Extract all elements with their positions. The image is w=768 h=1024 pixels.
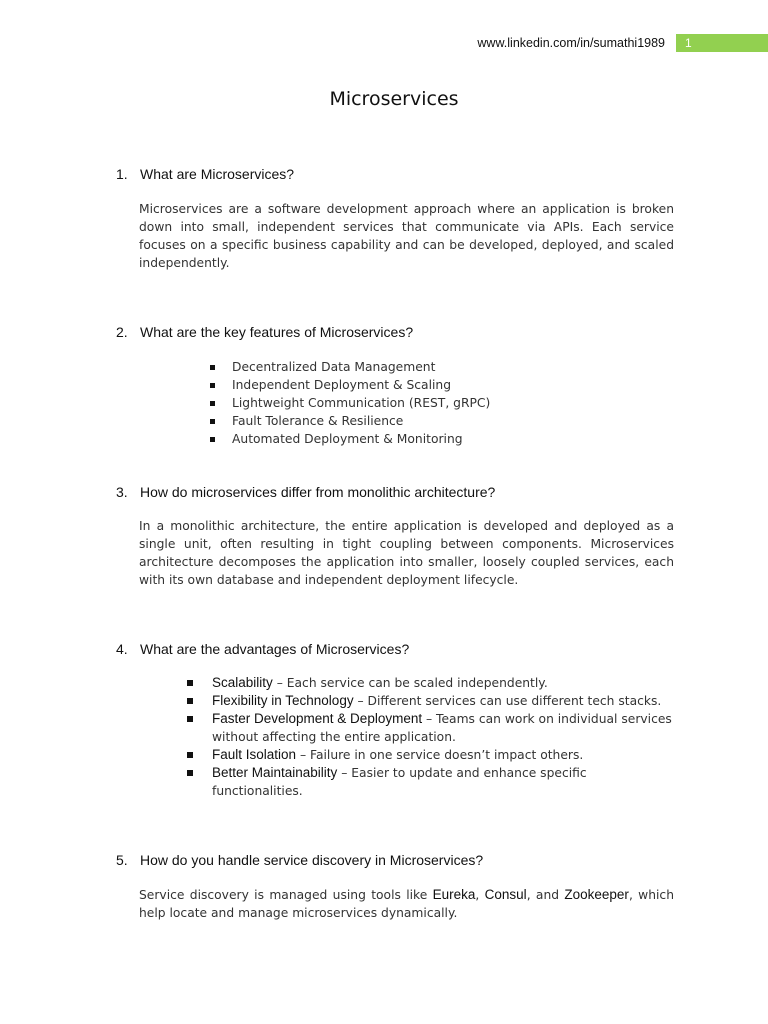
question-1 xyxy=(116,166,676,182)
tool-consul: Consul xyxy=(484,887,527,902)
header-url: www.linkedin.com/in/sumathi1989 xyxy=(477,36,665,50)
list-item: Lightweight Communication (REST, gRPC) xyxy=(208,394,678,412)
advantage-term: Scalability xyxy=(212,675,273,690)
list-item: Fault Tolerance & Resilience xyxy=(208,412,678,430)
question-number: 3. xyxy=(116,484,128,500)
answer-1: Microservices are a software development approach where an application is broken down into small, independent services that communicate via APIs. Each service focuses on a specific business capability and can be developed, deployed, and scaled independently. xyxy=(139,202,674,270)
page-number-badge: 1 xyxy=(676,34,768,52)
answer-5 xyxy=(139,886,674,922)
question-text: What are Microservices? xyxy=(140,166,295,182)
separator: , and xyxy=(526,888,565,902)
features-list xyxy=(208,358,678,448)
question-text: How do you handle service discovery in Microservices? xyxy=(140,852,484,868)
advantage-desc: – Teams can work on individual services without affecting the entire application. xyxy=(212,712,672,744)
question-text: What are the advantages of Microservices? xyxy=(140,641,410,657)
list-item: Independent Deployment & Scaling xyxy=(208,376,678,394)
list-item xyxy=(186,746,676,764)
answer-3: In a monolithic architecture, the entire application is developed and deployed as a single unit, often resulting in tight coupling between components. Microservices architecture decomposes the application into smaller, loosely coupled services, each with its own database and independent deployment lifecycle. xyxy=(139,519,674,587)
question-2 xyxy=(116,324,676,340)
list-item xyxy=(186,674,676,692)
list-item xyxy=(186,764,676,800)
list-item: Decentralized Data Management xyxy=(208,358,678,376)
question-3 xyxy=(116,484,676,500)
page-title: Microservices xyxy=(329,88,459,110)
list-item xyxy=(186,692,676,710)
question-number: 4. xyxy=(116,641,128,657)
advantage-term: Fault Isolation xyxy=(212,747,297,762)
advantage-desc: – Each service can be scaled independently. xyxy=(272,676,548,690)
advantages-list xyxy=(186,674,676,800)
question-number: 5. xyxy=(116,852,128,868)
question-5 xyxy=(116,852,676,868)
question-number: 1. xyxy=(116,166,128,182)
separator: , xyxy=(475,888,485,902)
advantage-term: Better Maintainability xyxy=(212,765,338,780)
answer-prefix: Service discovery is managed using tools like xyxy=(139,888,433,902)
advantage-desc: – Different services can use different tech stacks. xyxy=(353,694,662,708)
list-item: Automated Deployment & Monitoring xyxy=(208,430,678,448)
advantage-term: Faster Development & Deployment xyxy=(212,711,423,726)
question-text: What are the key features of Microservices? xyxy=(140,324,414,340)
question-number: 2. xyxy=(116,324,128,340)
advantage-term: Flexibility in Technology xyxy=(212,693,354,708)
answer-suffix: , which help locate and manage microservices dynamically. xyxy=(139,888,674,920)
advantage-desc: – Easier to update and enhance specific functionalities. xyxy=(212,766,587,798)
list-item xyxy=(186,710,676,746)
question-4 xyxy=(116,641,676,657)
tool-eureka: Eureka xyxy=(432,887,476,902)
question-text: How do microservices differ from monolithic architecture? xyxy=(140,484,496,500)
advantage-desc: – Failure in one service doesn’t impact others. xyxy=(296,748,584,762)
tool-zookeeper: Zookeeper xyxy=(564,887,629,902)
